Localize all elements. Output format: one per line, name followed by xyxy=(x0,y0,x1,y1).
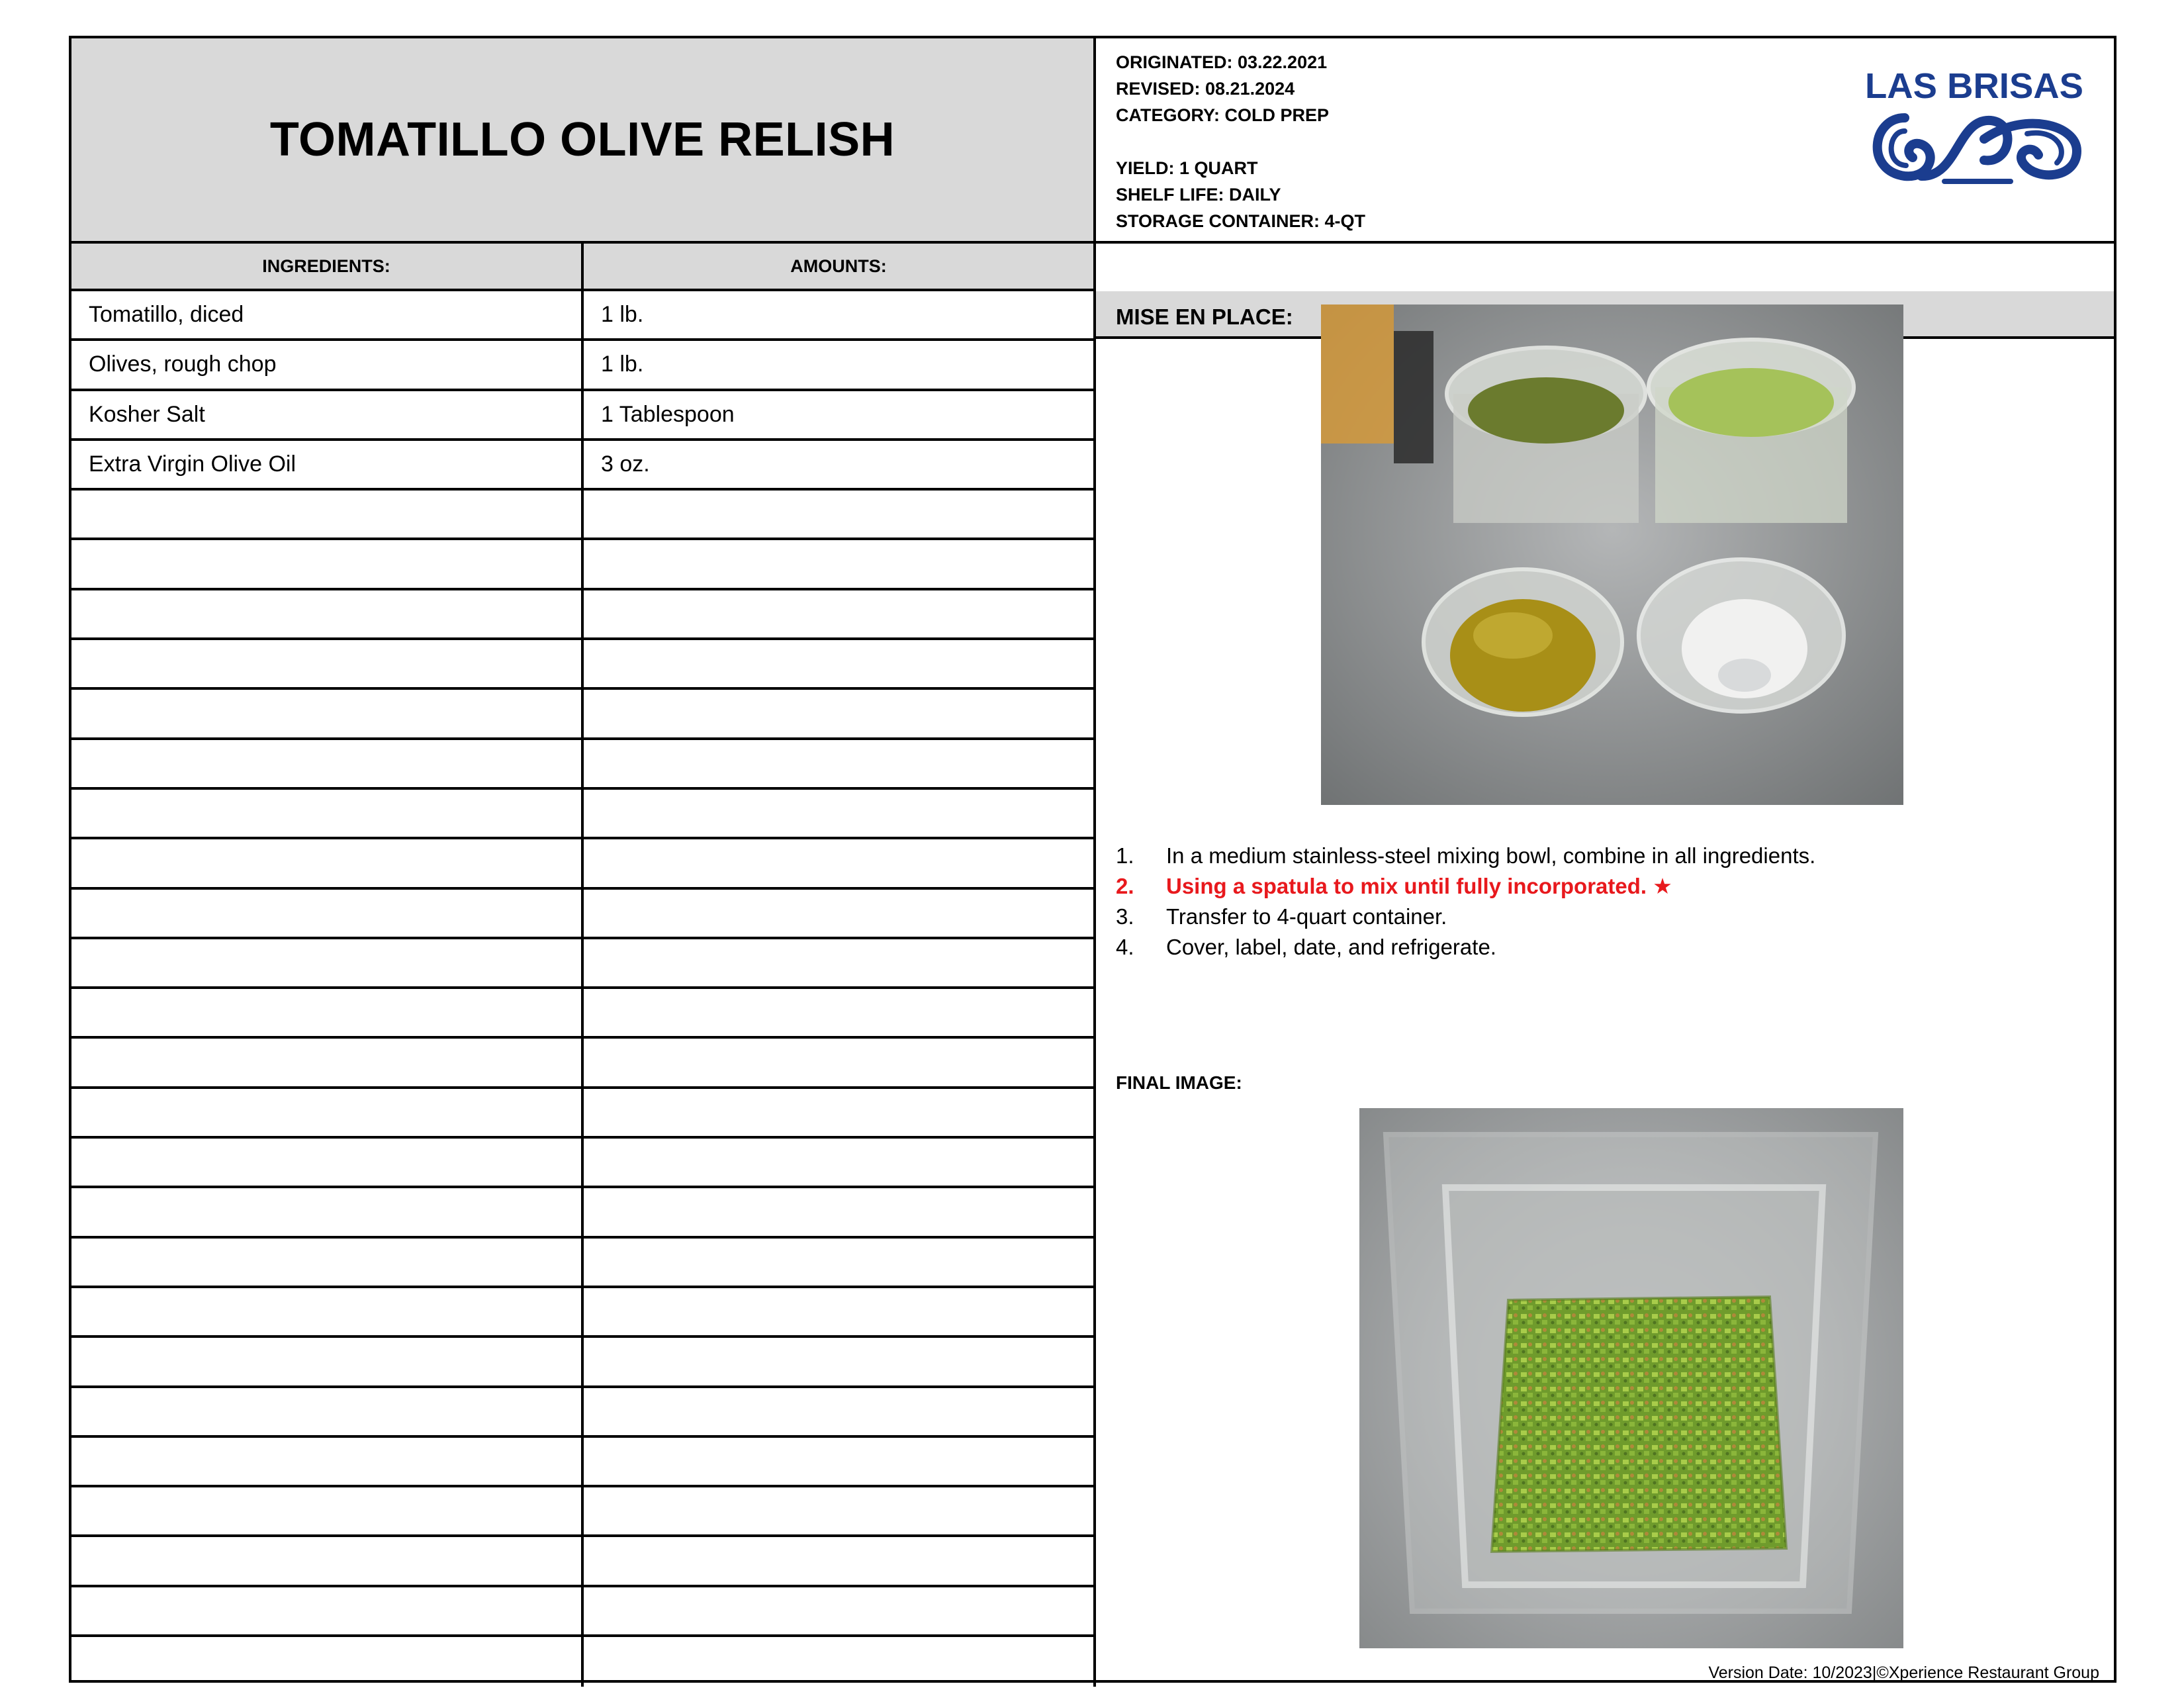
table-row xyxy=(71,1239,1096,1288)
title-cell xyxy=(71,38,1096,244)
empty-cell xyxy=(584,590,1096,637)
table-row xyxy=(71,890,1096,939)
empty-cell xyxy=(584,1388,1096,1435)
table-row xyxy=(71,1537,1096,1587)
ingredients-header: INGREDIENTS: xyxy=(71,244,584,291)
empty-cell xyxy=(71,1587,584,1634)
empty-cell xyxy=(71,1537,584,1584)
step-item: 3. Transfer to 4-quart container. xyxy=(1116,904,1447,929)
version-footer: Version Date: 10/2023|©Xperience Restaurant Group xyxy=(1708,1664,2099,1682)
preparation-panel xyxy=(1096,291,2114,1680)
recipe-title: TOMATILLO OLIVE RELISH xyxy=(269,113,895,166)
table-row xyxy=(71,1338,1096,1387)
logo-text: LAS BRISAS xyxy=(1865,66,2083,106)
preparation-steps xyxy=(1116,841,1815,962)
table-row xyxy=(71,1388,1096,1438)
table-row xyxy=(71,839,1096,889)
empty-cell xyxy=(71,989,584,1036)
empty-cell xyxy=(584,1188,1096,1235)
empty-cell xyxy=(71,1388,584,1435)
empty-cell xyxy=(71,491,584,538)
empty-cell xyxy=(584,1537,1096,1584)
empty-cell xyxy=(71,1637,584,1687)
empty-cell xyxy=(71,839,584,886)
table-row xyxy=(71,341,1096,391)
empty-cell xyxy=(71,790,584,837)
ingredient-amount: 1 lb. xyxy=(584,291,1096,338)
step-item: 4. Cover, label, date, and refrigerate. xyxy=(1116,935,1496,959)
empty-cell xyxy=(71,1288,584,1335)
revised-date: REVISED: 08.21.2024 xyxy=(1116,79,1295,99)
table-row xyxy=(71,790,1096,839)
table-row xyxy=(71,1637,1096,1687)
recipe-sheet xyxy=(69,36,2116,1683)
empty-cell xyxy=(584,1288,1096,1335)
empty-cell xyxy=(71,890,584,937)
ingredient-amount: 1 Tablespoon xyxy=(584,391,1096,438)
empty-cell xyxy=(584,1139,1096,1186)
table-row xyxy=(71,391,1096,441)
table-row xyxy=(71,491,1096,540)
empty-cell xyxy=(584,540,1096,587)
table-row xyxy=(71,590,1096,640)
table-row xyxy=(71,1039,1096,1088)
table-row xyxy=(71,1139,1096,1188)
empty-cell xyxy=(71,1487,584,1534)
empty-cell xyxy=(584,1039,1096,1086)
category: CATEGORY: COLD PREP xyxy=(1116,105,1330,125)
table-row xyxy=(71,939,1096,989)
storage-container: STORAGE CONTAINER: 4-QT xyxy=(1116,211,1366,231)
las-brisas-logo xyxy=(1858,65,2090,197)
final-image-label: FINAL IMAGE: xyxy=(1116,1072,1242,1093)
empty-cell xyxy=(71,690,584,737)
meta-cell xyxy=(1096,38,2114,244)
empty-cell xyxy=(71,590,584,637)
empty-cell xyxy=(584,1587,1096,1634)
empty-cell xyxy=(71,1139,584,1186)
table-row xyxy=(71,441,1096,491)
empty-cell xyxy=(71,740,584,787)
empty-cell xyxy=(584,740,1096,787)
ingredient-name: Extra Virgin Olive Oil xyxy=(71,441,584,488)
table-row xyxy=(71,989,1096,1039)
table-row xyxy=(71,1089,1096,1139)
table-row xyxy=(71,540,1096,590)
mise-en-place-label: MISE EN PLACE: xyxy=(1116,305,1293,329)
empty-cell xyxy=(584,690,1096,737)
recipe-meta xyxy=(1116,49,1365,234)
table-row xyxy=(71,740,1096,790)
ingredient-name: Olives, rough chop xyxy=(71,341,584,388)
empty-cell xyxy=(584,839,1096,886)
empty-cell xyxy=(71,1188,584,1235)
mise-en-place-photo xyxy=(1321,305,1903,805)
ingredients-table xyxy=(71,291,1096,1687)
table-row xyxy=(71,291,1096,341)
ingredient-name: Tomatillo, diced xyxy=(71,291,584,338)
empty-cell xyxy=(584,1487,1096,1534)
empty-cell xyxy=(584,1338,1096,1385)
yield: YIELD: 1 QUART xyxy=(1116,158,1258,178)
table-row xyxy=(71,640,1096,690)
ingredient-name: Kosher Salt xyxy=(71,391,584,438)
empty-cell xyxy=(584,1089,1096,1136)
empty-cell xyxy=(71,1039,584,1086)
table-row xyxy=(71,1487,1096,1537)
originated-date: ORIGINATED: 03.22.2021 xyxy=(1116,52,1328,72)
ingredient-amount: 3 oz. xyxy=(584,441,1096,488)
empty-cell xyxy=(71,640,584,687)
empty-cell xyxy=(584,890,1096,937)
empty-cell xyxy=(71,1438,584,1485)
empty-cell xyxy=(71,939,584,986)
shelf-life: SHELF LIFE: DAILY xyxy=(1116,185,1281,205)
empty-cell xyxy=(71,1338,584,1385)
amounts-header: AMOUNTS: xyxy=(584,244,1096,291)
empty-cell xyxy=(71,1239,584,1286)
empty-cell xyxy=(71,1089,584,1136)
final-image-photo xyxy=(1359,1108,1903,1648)
empty-cell xyxy=(584,939,1096,986)
step-item: 1. In a medium stainless-steel mixing bowl, combine in all ingredients. xyxy=(1116,843,1816,868)
empty-cell xyxy=(71,540,584,587)
empty-cell xyxy=(584,1239,1096,1286)
table-row xyxy=(71,1438,1096,1487)
empty-cell xyxy=(584,491,1096,538)
table-row xyxy=(71,1188,1096,1238)
empty-cell xyxy=(584,790,1096,837)
empty-cell xyxy=(584,640,1096,687)
table-row xyxy=(71,1587,1096,1637)
table-row xyxy=(71,690,1096,739)
ingredient-amount: 1 lb. xyxy=(584,341,1096,388)
empty-cell xyxy=(584,1637,1096,1687)
empty-cell xyxy=(584,1438,1096,1485)
table-row xyxy=(71,1288,1096,1338)
critical-step-item: 2. Using a spatula to mix until fully incorporated. ★ xyxy=(1116,874,1672,898)
empty-cell xyxy=(584,989,1096,1036)
